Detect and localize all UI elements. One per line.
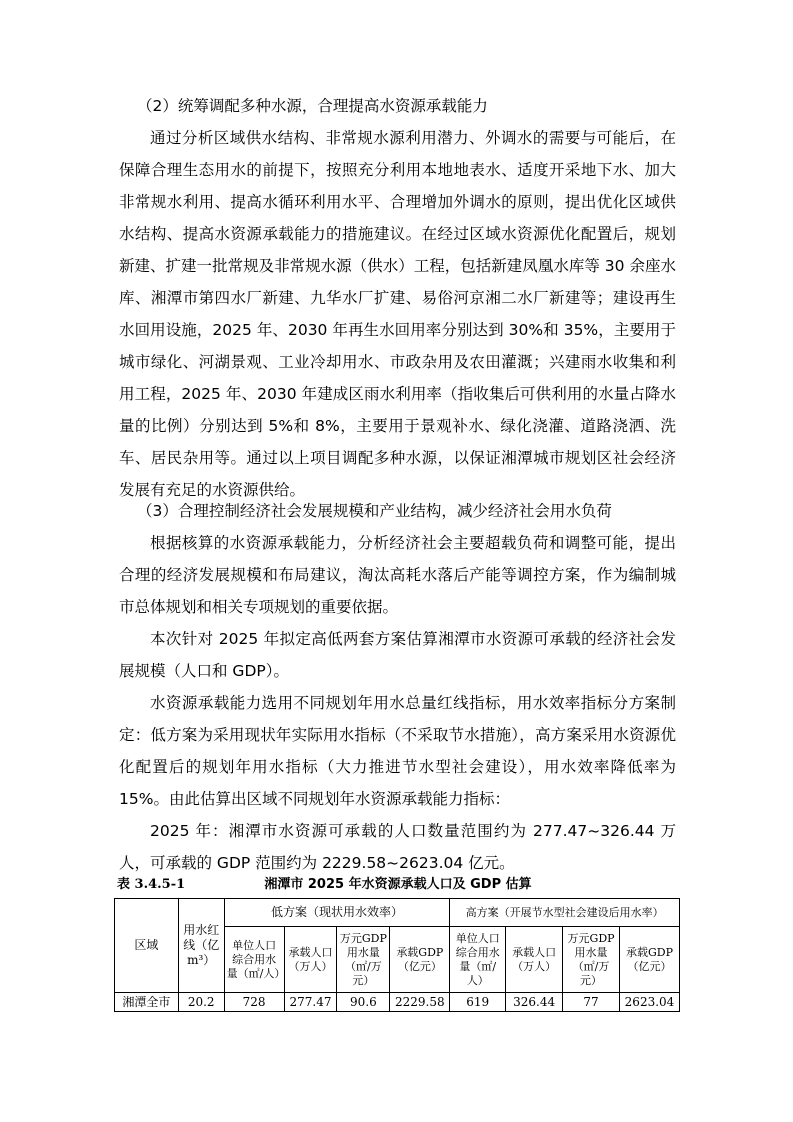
cell-high-gdp-water: 77 xyxy=(563,993,620,1012)
cell-low-population: 277.47 xyxy=(284,993,337,1012)
table-caption xyxy=(117,873,679,893)
header-low-per-capita: 单位人口综合用水量（㎡/人） xyxy=(224,927,284,993)
cell-low-per-capita: 728 xyxy=(224,993,284,1012)
section-3-paragraph-3: 水资源承载能力选用不同规划年用水总量红线指标，用水效率指标分方案制定：低方案为采用现状年实际用水指标（不采取节水措施），高方案采用水资源优化配置后的规划年用水指标（大力推进节水型社会建设），用水效率降低率为 15%。由此估算出区域不同规划年水资源承载能力指标： xyxy=(119,694,676,808)
cell-low-gdp-water: 90.6 xyxy=(337,993,390,1012)
table-number: 表 3.4.5-1 xyxy=(117,877,186,892)
header-high-population: 承载人口（万人） xyxy=(506,927,563,993)
header-high-per-capita: 单位人口综合用水量（㎡/人） xyxy=(450,927,506,993)
section-2-body: 通过分析区域供水结构、非常规水源利用潜力、外调水的需要与可能后，在保障合理生态用水的前提下，按照充分利用本地地表水、适度开采地下水、加大非常规水利用、提高水循环利用水平、合理增加外调水的原则，提出优化区域供水结构、提高水资源承载能力的措施建议。在经过区域水资源优化配置后，规划新建、扩建一批常规及非常规水源（供水）工程，包括新建凤凰水库等 30 余座水库、湘潭市第四水厂新建、九华水厂扩建、易俗河京湘二水厂新建等；建设再生水回用设施，2025 年、2030 年再生水回用率分别达到 30%和 35%，主要用于城市绿化、河湖景观、工业冷却用水、市政杂用及农田灌溉；兴建雨水收集和利用工程，2025 年、2030 年建成区雨水利用率（指收集后可供利用的水量占降水量的比例）分别达到 5%和 8%，主要用于景观补水、绿化浇灌、道路浇洒、洗车、居民杂用等。通过以上项目调配多种水源，以保证湘潭城市规划区社会经济发展有充足的水资源供给。 xyxy=(119,129,676,499)
section-3-heading: （3）合理控制经济社会发展规模和产业结构，减少经济社会用水负荷 xyxy=(137,502,612,520)
table-row xyxy=(115,993,680,1012)
table-title: 湘潭市 2025 年水资源承载人口及 GDP 估算 xyxy=(264,877,532,892)
header-low-gdp-water: 万元GDP用水量（㎡/万元） xyxy=(337,927,390,993)
section-3-paragraph-1: 根据核算的水资源承载能力，分析经济社会主要超载负荷和调整可能，提出合理的经济发展规模和布局建议，淘汰高耗水落后产能等调控方案，作为编制城市总体规划和相关专项规划的重要依据。 xyxy=(119,534,676,616)
cell-high-population: 326.44 xyxy=(506,993,563,1012)
cell-redline: 20.2 xyxy=(178,993,224,1012)
header-low-population: 承载人口（万人） xyxy=(284,927,337,993)
header-redline: 用水红线（亿m³） xyxy=(178,899,224,993)
carrying-capacity-table xyxy=(114,898,680,1012)
cell-high-per-capita: 619 xyxy=(450,993,506,1012)
cell-low-gdp: 2229.58 xyxy=(390,993,450,1012)
header-region: 区域 xyxy=(115,899,179,993)
section-2-heading: （2）统筹调配多种水源，合理提高水资源承载能力 xyxy=(137,97,488,115)
header-high-gdp-water: 万元GDP用水量（㎡/万元） xyxy=(563,927,620,993)
header-high-plan: 高方案（开展节水型社会建设后用水率） xyxy=(450,899,680,927)
section-3-paragraph-4: 2025 年：湘潭市水资源可承载的人口数量范围约为 277.47~326.44 万人，可承载的 GDP 范围约为 2229.58~2623.04 亿元。 xyxy=(119,822,676,872)
cell-high-gdp: 2623.04 xyxy=(619,993,679,1012)
header-high-gdp: 承载GDP（亿元） xyxy=(619,927,679,993)
table-header-row-1 xyxy=(115,899,680,927)
header-low-plan: 低方案（现状用水效率） xyxy=(224,899,450,927)
header-low-gdp: 承载GDP（亿元） xyxy=(390,927,450,993)
section-3-paragraph-2: 本次针对 2025 年拟定高低两套方案估算湘潭市水资源可承载的经济社会发展规模（人口和 GDP）。 xyxy=(119,630,676,680)
cell-region: 湘潭全市 xyxy=(115,993,179,1012)
